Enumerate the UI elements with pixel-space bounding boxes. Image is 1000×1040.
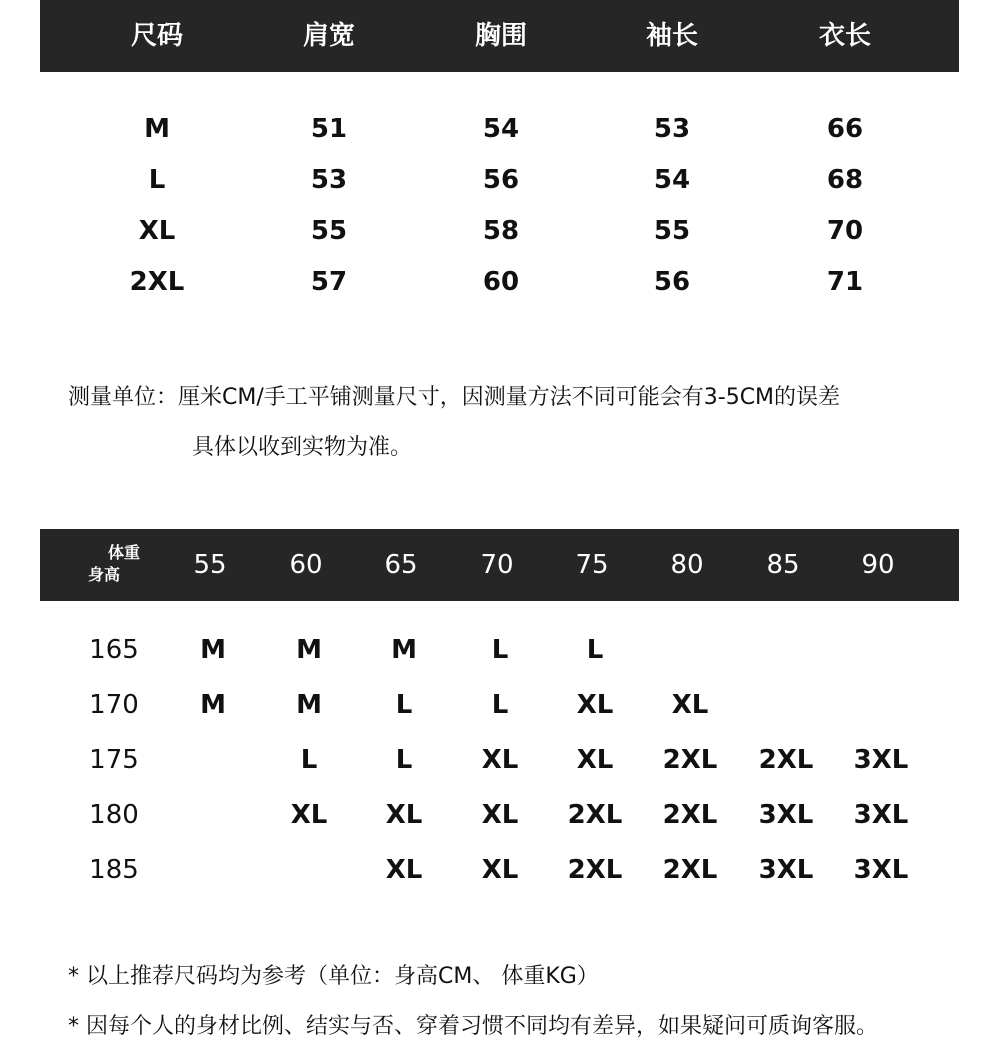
size-rec-cell: XL bbox=[671, 690, 709, 720]
shoulder-cell: 53 bbox=[310, 165, 348, 195]
recommend-header bbox=[40, 529, 959, 601]
footnote-reference: * 以上推荐尺码均为参考（单位：身高CM、 体重KG） bbox=[68, 964, 599, 989]
size-rec-cell: 2XL bbox=[662, 855, 718, 885]
chest-cell: 58 bbox=[482, 216, 520, 246]
size-rec-cell: 3XL bbox=[853, 745, 909, 775]
size-rec-cell: XL bbox=[481, 745, 519, 775]
header-chest: 胸围 bbox=[474, 21, 527, 51]
size-cell: M bbox=[144, 114, 170, 144]
size-cell: 2XL bbox=[129, 267, 185, 297]
weight-header: 80 bbox=[670, 550, 704, 580]
size-chart-header bbox=[40, 0, 959, 72]
size-rec-cell: XL bbox=[576, 690, 614, 720]
sleeve-cell: 54 bbox=[653, 165, 691, 195]
size-rec-cell: L bbox=[491, 635, 509, 665]
size-rec-cell: M bbox=[296, 635, 322, 665]
size-rec-cell: M bbox=[200, 635, 226, 665]
size-rec-cell: L bbox=[491, 690, 509, 720]
size-rec-cell: XL bbox=[385, 800, 423, 830]
corner-height-label: 身高 bbox=[88, 565, 121, 584]
size-cell: L bbox=[148, 165, 166, 195]
size-cell: XL bbox=[138, 216, 176, 246]
size-rec-cell: XL bbox=[576, 745, 614, 775]
header-size: 尺码 bbox=[130, 21, 183, 51]
length-cell: 68 bbox=[826, 165, 864, 195]
header-shoulder: 肩宽 bbox=[302, 21, 355, 51]
shoulder-cell: 51 bbox=[310, 114, 348, 144]
length-cell: 70 bbox=[826, 216, 864, 246]
height-cell: 180 bbox=[89, 800, 139, 830]
size-rec-cell: 2XL bbox=[662, 800, 718, 830]
shoulder-cell: 57 bbox=[310, 267, 348, 297]
height-cell: 175 bbox=[89, 745, 139, 775]
corner-label bbox=[84, 543, 154, 587]
size-rec-cell: 2XL bbox=[662, 745, 718, 775]
weight-header: 85 bbox=[766, 550, 800, 580]
size-rec-cell: XL bbox=[481, 855, 519, 885]
size-rec-cell: 3XL bbox=[758, 855, 814, 885]
header-length: 衣长 bbox=[818, 21, 871, 51]
size-rec-cell: 3XL bbox=[853, 800, 909, 830]
size-rec-cell: XL bbox=[385, 855, 423, 885]
measure-note-line1: 测量单位：厘米CM/手工平铺测量尺寸，因测量方法不同可能会有3-5CM的误差 bbox=[68, 385, 841, 410]
size-rec-cell: L bbox=[395, 745, 413, 775]
size-rec-cell: L bbox=[586, 635, 604, 665]
weight-header: 70 bbox=[480, 550, 514, 580]
size-rec-cell: M bbox=[200, 690, 226, 720]
size-rec-cell: 3XL bbox=[758, 800, 814, 830]
sleeve-cell: 55 bbox=[653, 216, 691, 246]
size-rec-cell: XL bbox=[481, 800, 519, 830]
size-rec-cell: 3XL bbox=[853, 855, 909, 885]
height-cell: 165 bbox=[89, 635, 139, 665]
chest-cell: 56 bbox=[482, 165, 520, 195]
sleeve-cell: 56 bbox=[653, 267, 691, 297]
header-sleeve: 袖长 bbox=[645, 21, 698, 51]
chest-cell: 54 bbox=[482, 114, 520, 144]
size-rec-cell: M bbox=[391, 635, 417, 665]
size-rec-cell: 2XL bbox=[567, 855, 623, 885]
size-rec-cell: XL bbox=[290, 800, 328, 830]
weight-header: 90 bbox=[861, 550, 895, 580]
chest-cell: 60 bbox=[482, 267, 520, 297]
weight-header: 65 bbox=[384, 550, 418, 580]
size-rec-cell: 2XL bbox=[758, 745, 814, 775]
weight-header: 60 bbox=[289, 550, 323, 580]
weight-header: 75 bbox=[575, 550, 609, 580]
corner-weight-label: 体重 bbox=[108, 543, 141, 562]
size-rec-cell: L bbox=[395, 690, 413, 720]
footnote-variance: * 因每个人的身材比例、结实与否、穿着习惯不同均有差异，如果疑问可质询客服。 bbox=[68, 1014, 878, 1039]
size-rec-cell: M bbox=[296, 690, 322, 720]
size-rec-cell: 2XL bbox=[567, 800, 623, 830]
measure-note-line2: 具体以收到实物为准。 bbox=[192, 435, 413, 460]
height-cell: 185 bbox=[89, 855, 139, 885]
sleeve-cell: 53 bbox=[653, 114, 691, 144]
shoulder-cell: 55 bbox=[310, 216, 348, 246]
height-cell: 170 bbox=[89, 690, 139, 720]
length-cell: 66 bbox=[826, 114, 864, 144]
weight-header: 55 bbox=[193, 550, 227, 580]
length-cell: 71 bbox=[826, 267, 864, 297]
size-rec-cell: L bbox=[300, 745, 318, 775]
